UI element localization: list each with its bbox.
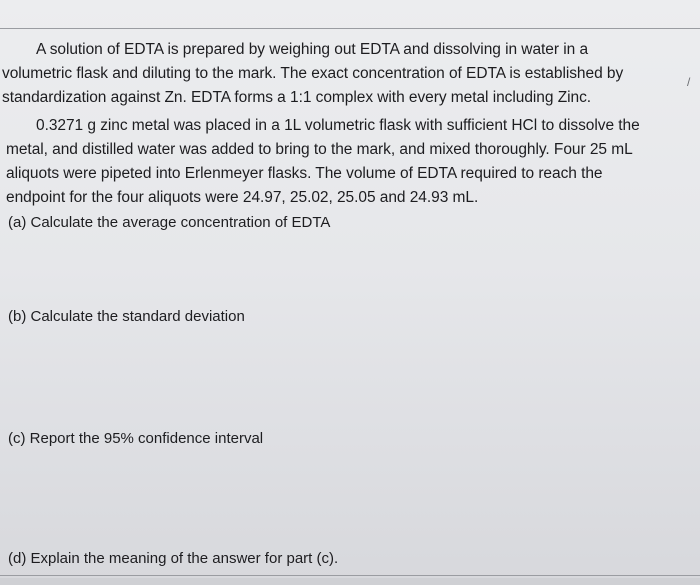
stray-pen-mark: / xyxy=(687,75,691,89)
procedure-line-3: aliquots were pipeted into Erlenmeyer flasks. The volume of EDTA required to reach the xyxy=(6,165,603,182)
intro-line-2: volumetric flask and diluting to the mark. The exact concentration of EDTA is established by xyxy=(2,65,624,82)
bottom-divider xyxy=(0,575,700,576)
question-b: (b) Calculate the standard deviation xyxy=(8,308,245,325)
procedure-line-1: 0.3271 g zinc metal was placed in a 1L volumetric flask with sufficient HCl to dissolve the xyxy=(36,117,640,134)
procedure-line-4: endpoint for the four aliquots were 24.97, 25.02, 25.05 and 24.93 mL. xyxy=(6,189,479,206)
intro-line-1: A solution of EDTA is prepared by weighing out EDTA and dissolving in water in a xyxy=(36,41,589,58)
question-a: (a) Calculate the average concentration of EDTA xyxy=(8,214,331,231)
problem-intro-paragraph xyxy=(0,38,700,110)
question-c: (c) Report the 95% confidence interval xyxy=(8,430,264,447)
question-d: (d) Explain the meaning of the answer for part (c). xyxy=(8,550,339,567)
procedure-paragraph xyxy=(0,114,700,210)
procedure-line-2: metal, and distilled water was added to bring to the mark, and mixed thoroughly. Four 25 mL xyxy=(6,141,633,158)
page-bottom-edge xyxy=(0,578,700,585)
intro-line-3: standardization against Zn. EDTA forms a 1:1 complex with every metal including Zinc. xyxy=(2,89,592,106)
top-divider xyxy=(0,28,700,29)
